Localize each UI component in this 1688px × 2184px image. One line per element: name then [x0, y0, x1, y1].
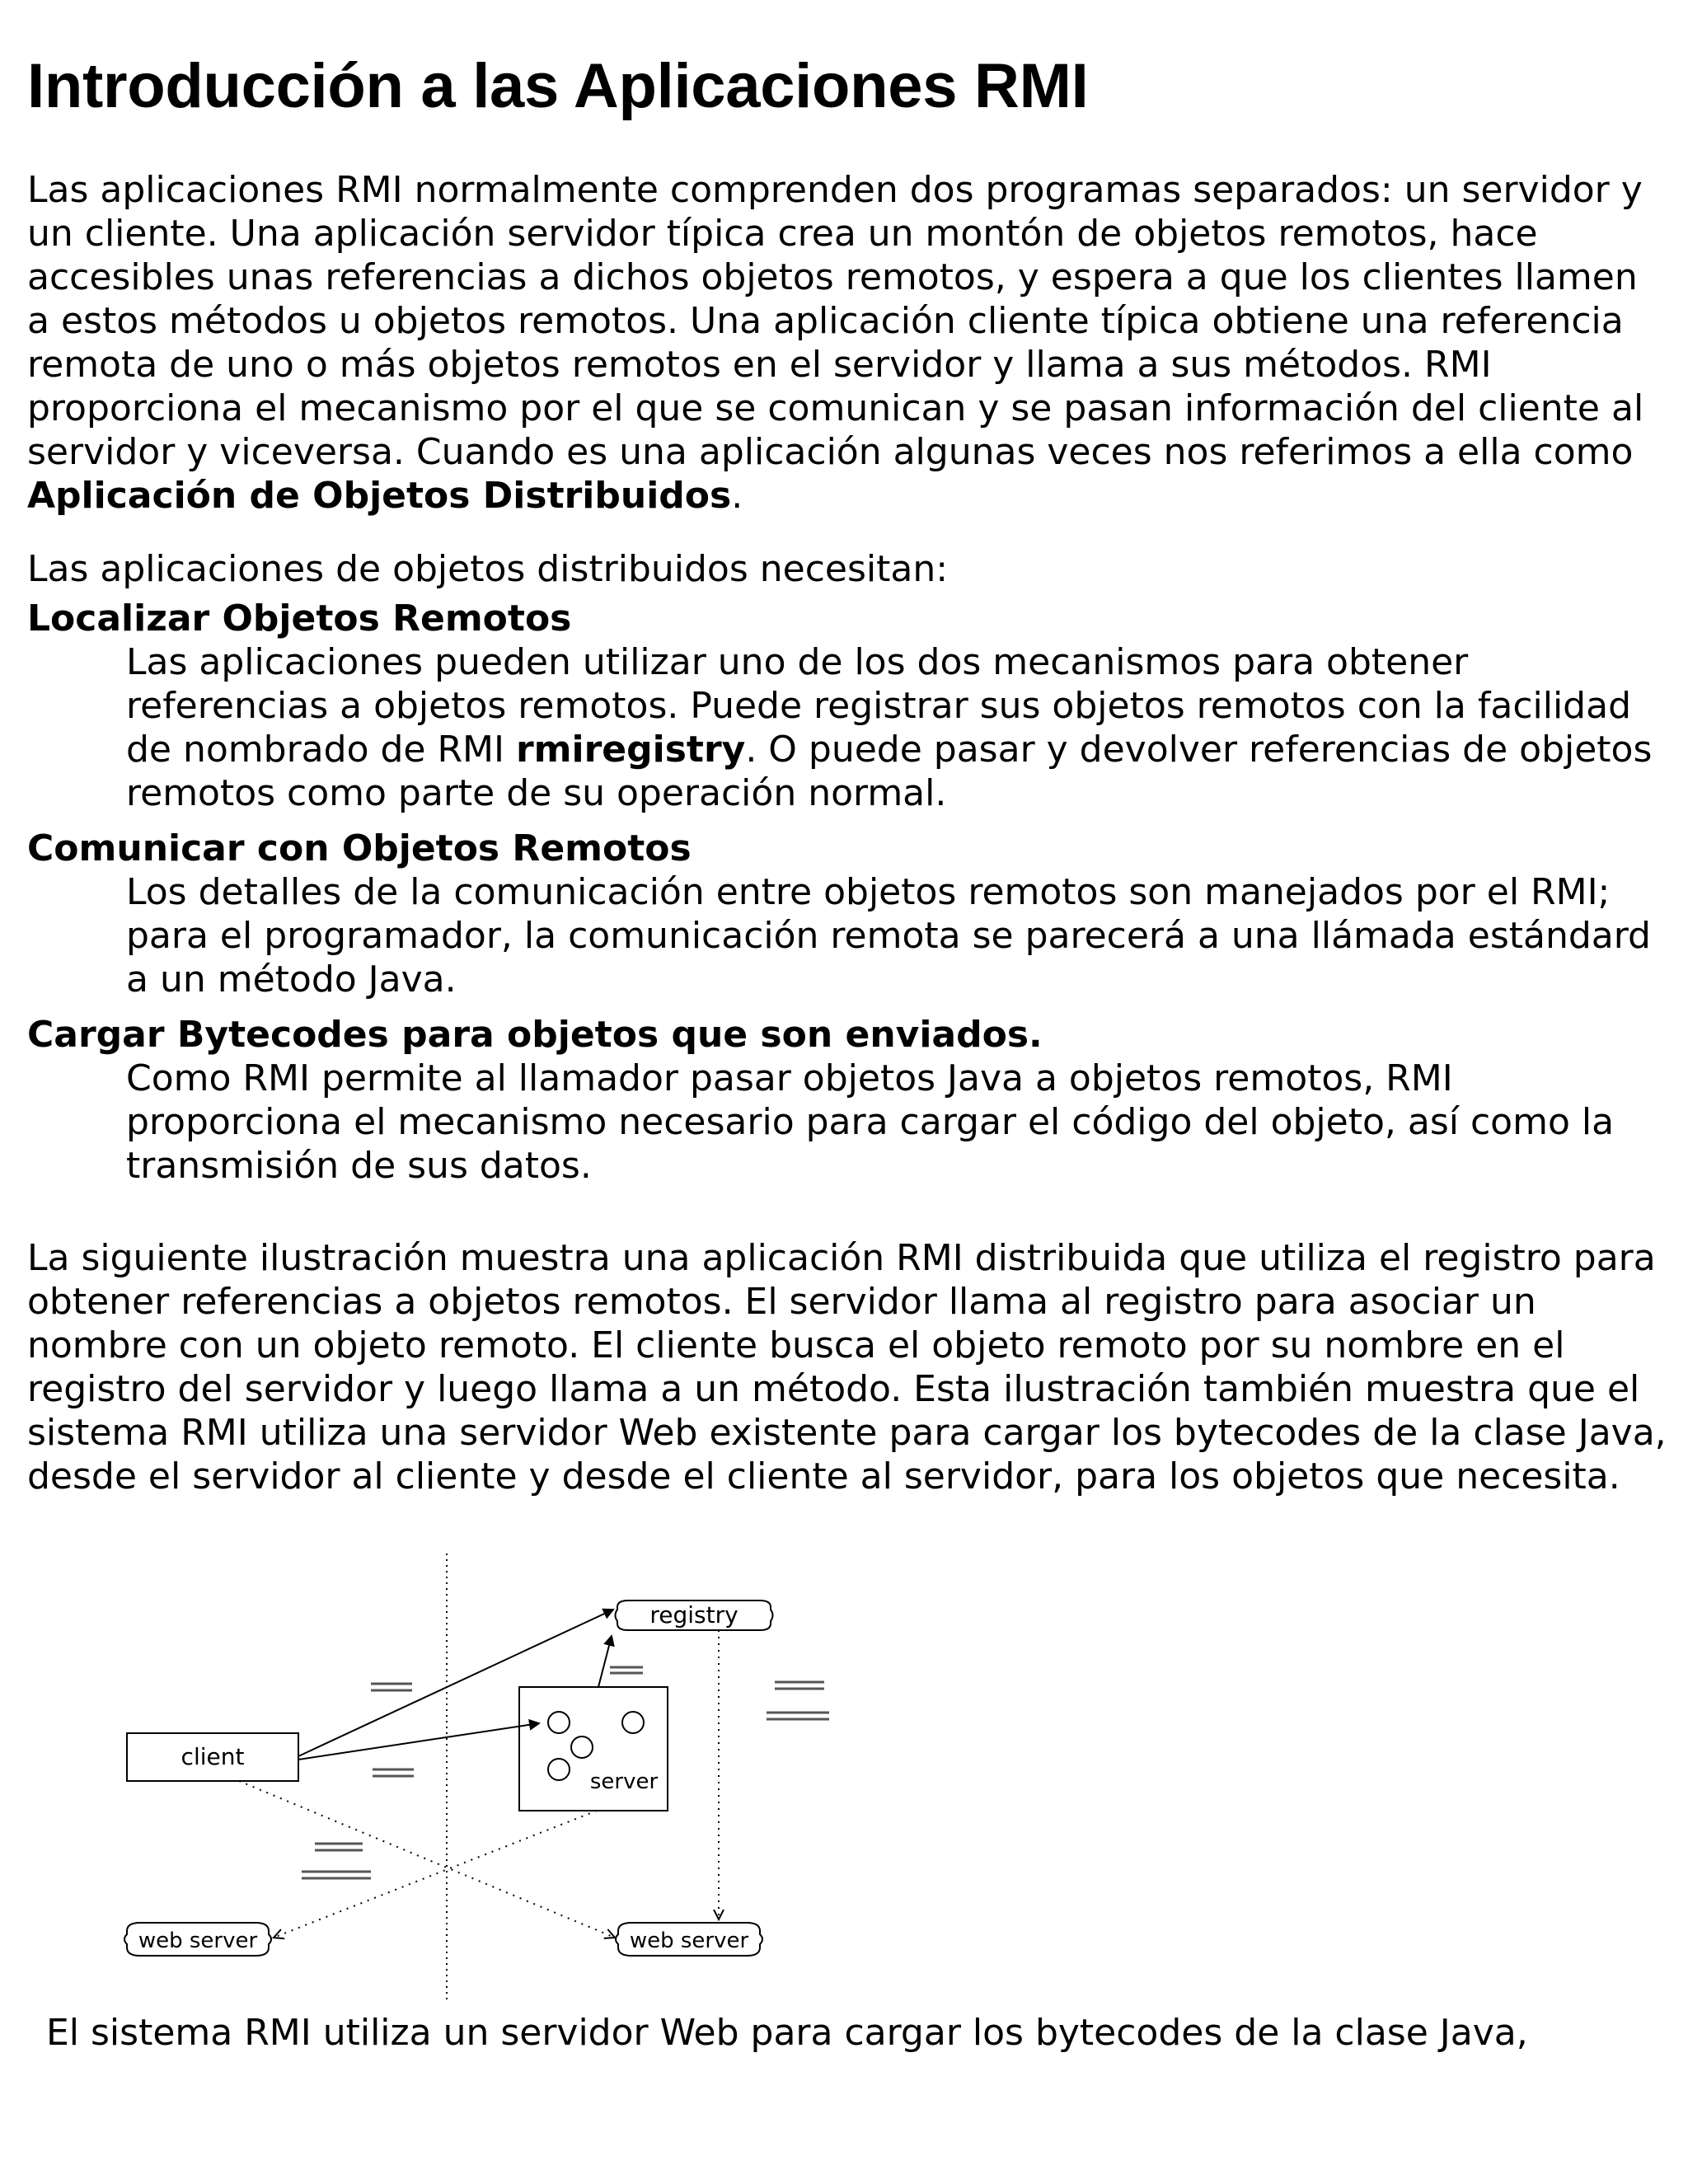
intro-paragraph-text: Las aplicaciones RMI normalmente comprenden dos programas separados: un servidor y un cliente. Una aplicación servidor típica crea un montón de objetos remotos, hace accesibles unas referencias a dichos objetos remotos, y espera a que los clientes llamen a estos métodos u objetos remotos. Una aplicación cliente típica obtiene una referencia remota de uno o más objetos remotos en el servidor y llama a sus métodos. RMI proporciona el mecanismo por el que se comunican y se pasan información del cliente al servidor y viceversa. Cuando es una aplicación algunas veces nos referimos a ella como	[27, 169, 1644, 473]
intro-paragraph	[27, 168, 1667, 518]
need-desc-load-bytecodes: Como RMI permite al llamador pasar objetos Java a objetos remotos, RMI proporciona el mecanismo necesario para cargar el código del objeto, así como la transmisión de sus datos.	[126, 1057, 1615, 1187]
server-to-web-server-dotted	[274, 1811, 597, 1938]
intro-paragraph-bold: Aplicación de Objetos Distribuidos	[27, 475, 732, 517]
need-desc-locate-text: Las aplicaciones pueden utilizar uno de los dos mecanismos para obtener referencias a objetos remotos. Puede registrar sus objetos remotos con la facilidad de nombrado de RMI	[126, 641, 1631, 771]
registry-label: registry	[649, 1601, 738, 1629]
server-to-registry-arrow	[598, 1636, 612, 1687]
page-title: Introducción a las Aplicaciones RMI	[27, 51, 1089, 121]
need-term-load-bytecodes: Cargar Bytecodes para objetos que son enviados.	[27, 1014, 1043, 1056]
need-desc-locate-bold: rmiregistry	[515, 729, 746, 771]
need-desc-locate	[126, 640, 1667, 815]
client-label: client	[181, 1743, 245, 1770]
figure-caption: El sistema RMI utiliza un servidor Web para cargar los bytecodes de la clase Java,	[46, 2012, 1528, 2054]
intro-paragraph-end: .	[731, 475, 743, 517]
needs-list	[27, 597, 1667, 1199]
needs-intro: Las aplicaciones de objetos distribuidos necesitan:	[27, 548, 949, 590]
server-label: server	[589, 1769, 659, 1794]
need-desc-communicate: Los detalles de la comunicación entre objetos remotos son manejados por el RMI; para el programador, la comunicación remota se parecerá a una llámada estándard a un método Java.	[126, 871, 1651, 1001]
web-server-right-label: web server	[629, 1929, 749, 1953]
client-to-server-arrow	[298, 1723, 539, 1760]
illustration-paragraph: La siguiente ilustración muestra una aplicación RMI distribuida que utiliza el registro para obtener referencias a objetos remotos. El servidor llama al registro para asociar un nombre con un objeto remoto. El cliente busca el objeto remoto por su nombre en el registro del servidor y luego llama a un método. Esta ilustración también muestra que el sistema RMI utiliza una servidor Web existente para cargar los bytecodes de la clase Java, desde el servidor al cliente y desde el cliente al servidor, para los objetos que necesita.	[27, 1237, 1667, 1497]
need-desc-locate-after: . O puede pasar y devolver referencias de objetos remotos como parte de su operación normal.	[126, 729, 1653, 814]
remote-object-circle	[548, 1759, 570, 1780]
need-term-communicate: Comunicar con Objetos Remotos	[27, 827, 692, 869]
rmi-diagram	[115, 1554, 841, 2007]
remote-object-circle	[622, 1712, 644, 1733]
remote-object-circle	[571, 1736, 593, 1758]
web-server-left-label: web server	[138, 1929, 258, 1953]
remote-object-circle	[548, 1712, 570, 1733]
need-term-locate: Localizar Objetos Remotos	[27, 598, 572, 640]
